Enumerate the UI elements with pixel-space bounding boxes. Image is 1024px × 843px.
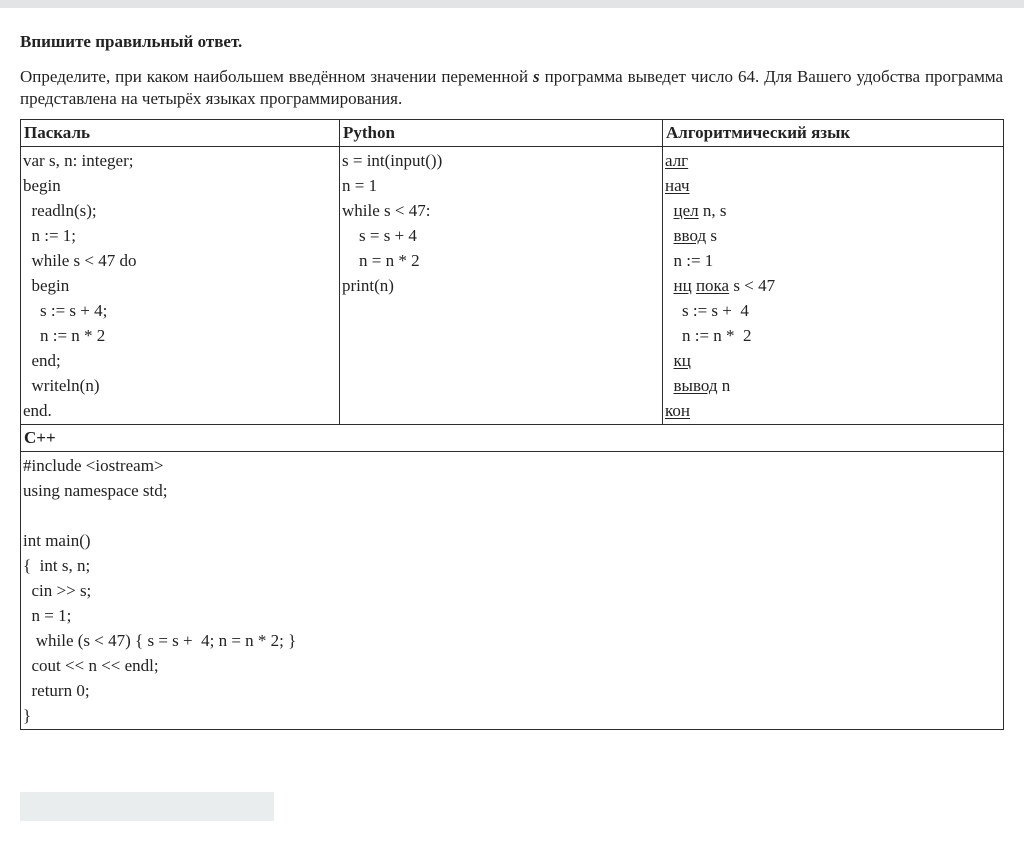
pascal-code <box>23 148 337 423</box>
code-line: n := 1 <box>665 251 714 270</box>
code-line: } <box>23 706 32 725</box>
python-header-cell: Python <box>340 120 663 147</box>
code-line: begin <box>23 176 61 195</box>
code-line <box>665 348 1001 373</box>
page-top-bar <box>0 0 1024 8</box>
code-line <box>665 148 1001 173</box>
underlined-keyword: пока <box>695 276 730 295</box>
algorithmic-code <box>665 148 1001 423</box>
code-line: n := n * 2 <box>665 326 752 345</box>
code-line: readln(s); <box>23 201 97 220</box>
answer-input[interactable] <box>20 792 274 821</box>
underlined-keyword: ввод <box>673 226 707 245</box>
code-line: { int s, n; <box>23 556 91 575</box>
code-line <box>23 503 1001 528</box>
code-line: s := s + 4 <box>665 301 749 320</box>
code-line: end. <box>23 401 52 420</box>
code-line: while s < 47 do <box>23 251 137 270</box>
code-line: s := s + 4; <box>23 301 108 320</box>
algorithmic-header-cell: Алгоритмический язык <box>663 120 1004 147</box>
code-line: begin <box>23 276 70 295</box>
underlined-keyword: кц <box>673 351 691 370</box>
underlined-keyword: алг <box>665 151 689 170</box>
code-line: print(n) <box>342 276 394 295</box>
cpp-header-cell: C++ <box>21 425 1004 452</box>
code-line: return 0; <box>23 681 90 700</box>
code-line: ввод s <box>673 226 717 245</box>
algorithmic-code-cell <box>663 147 1004 425</box>
python-code-cell <box>340 147 663 425</box>
pascal-header-cell: Паскаль <box>21 120 340 147</box>
underlined-keyword: кон <box>665 401 690 420</box>
code-line: n = 1 <box>342 176 378 195</box>
python-code <box>342 148 660 298</box>
cpp-header-row <box>21 425 1004 452</box>
code-line: end; <box>23 351 61 370</box>
code-line: #include <iostream> <box>23 456 164 475</box>
underlined-keyword: нач <box>665 176 690 195</box>
code-line: cin >> s; <box>23 581 92 600</box>
language-code-row <box>21 147 1004 425</box>
question-title: Впишите правильный ответ. <box>20 32 243 51</box>
code-line: вывод n <box>673 376 731 395</box>
code-line: s = s + 4 <box>342 226 417 245</box>
underlined-keyword: вывод <box>673 376 718 395</box>
cpp-code-cell <box>21 452 1004 730</box>
question-area <box>0 32 1024 821</box>
variable-emphasis: s <box>533 67 540 86</box>
pascal-code-cell <box>21 147 340 425</box>
code-line: cout << n << endl; <box>23 656 159 675</box>
code-line: нц пока s < 47 <box>673 276 776 295</box>
code-line: int main() <box>23 531 91 550</box>
code-line: while (s < 47) { s = s + 4; n = n * 2; } <box>23 631 297 650</box>
underlined-keyword: нц <box>673 276 692 295</box>
underlined-keyword: цел <box>673 201 699 220</box>
code-line <box>665 398 1001 423</box>
code-line: writeln(n) <box>23 376 100 395</box>
code-table <box>20 119 1004 730</box>
question-text: Определите, при каком наибольшем введённом значении переменной s программа выведет число 64. Для Вашего удобства программа представлена на четырёх языках программирования. <box>20 67 1004 108</box>
code-line: цел n, s <box>673 201 727 220</box>
code-line: n = 1; <box>23 606 72 625</box>
code-line: n := n * 2 <box>23 326 106 345</box>
code-line: n = n * 2 <box>342 251 420 270</box>
language-header-row <box>21 120 1004 147</box>
code-line: using namespace std; <box>23 481 168 500</box>
code-line: var s, n: integer; <box>23 151 134 170</box>
code-line: s = int(input()) <box>342 151 443 170</box>
cpp-code-row <box>21 452 1004 730</box>
code-line <box>665 173 1001 198</box>
code-line: while s < 47: <box>342 201 431 220</box>
cpp-code <box>23 453 1001 728</box>
code-line: n := 1; <box>23 226 77 245</box>
